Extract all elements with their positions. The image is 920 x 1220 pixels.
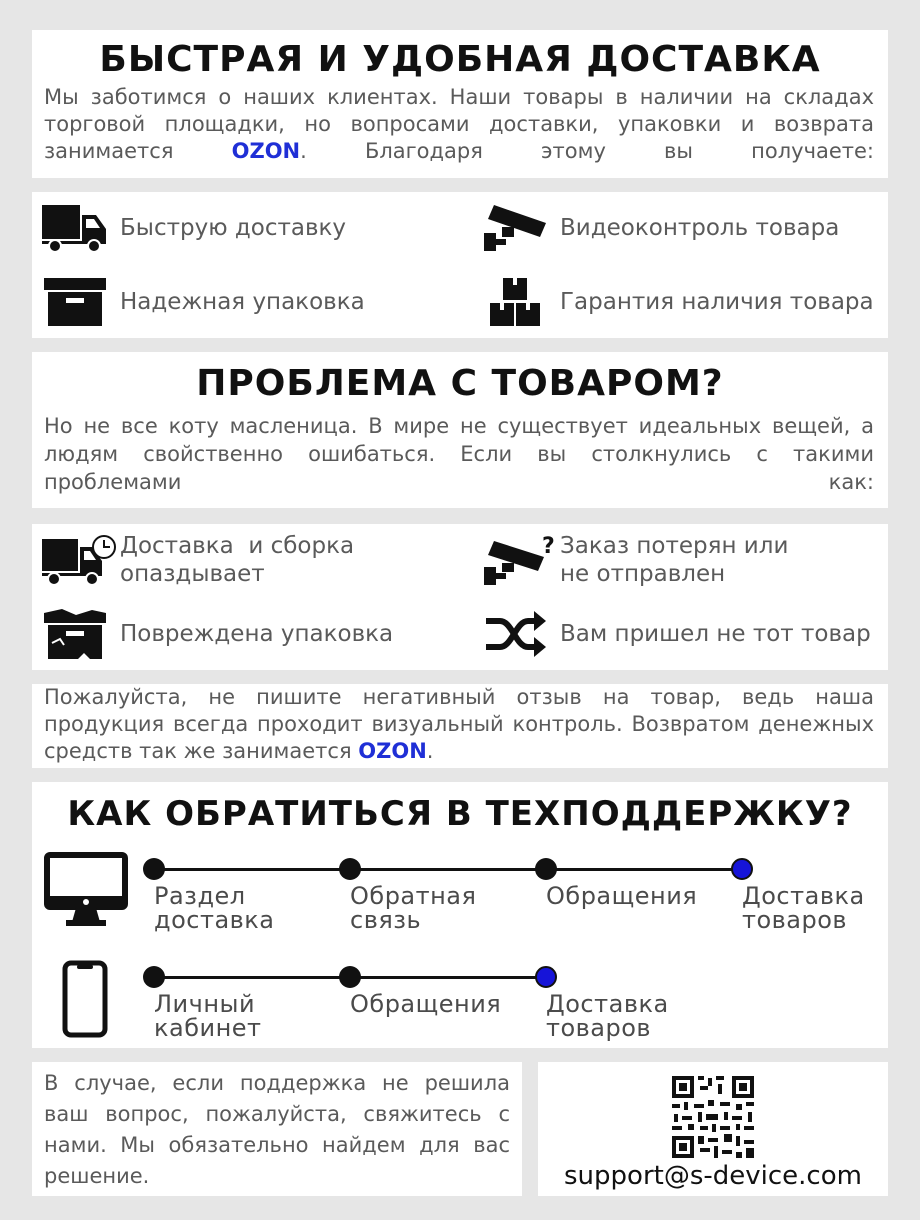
truck-clock-icon	[42, 532, 118, 588]
mobile-step: Личный кабинет	[154, 990, 262, 1042]
timeline-dot	[143, 966, 165, 988]
timeline-line	[154, 868, 742, 871]
qr-card	[538, 1062, 888, 1196]
delivery-text	[32, 80, 888, 165]
problem-lost-order	[482, 532, 788, 588]
desktop-step: Обращения	[546, 882, 698, 910]
box-icon	[42, 274, 108, 330]
problem-label: Повреждена упаковка	[120, 621, 394, 647]
problem-label-line1: Доставка и сборка	[120, 533, 355, 559]
timeline-dot	[339, 858, 361, 880]
delivery-title: БЫСТРАЯ И УДОБНАЯ ДОСТАВКА	[99, 39, 821, 80]
benefit-availability	[482, 274, 874, 330]
notice-card	[32, 684, 888, 768]
timeline-dot-final	[731, 858, 753, 880]
timeline-dot	[535, 858, 557, 880]
problem-card	[32, 352, 888, 508]
contact-text: В случае, если поддержка не решила ваш вопрос, пожалуйста, свяжитесь с нами. Мы обязательно найдем для вас решение.	[44, 1071, 510, 1188]
delivery-text-before: Мы заботимся о наших клиентах. Наши товары в наличии на складах торговой площадки, но вопросами доставки, упаковки и возврата занимается	[44, 85, 874, 163]
desktop-step: Доставка товаров	[742, 882, 865, 934]
notice-text-before: Пожалуйста, не пишите негативный отзыв на товар, ведь наша продукция всегда проходит визуальный контроль. Возвратом денежных средств так же занимается	[44, 685, 874, 763]
problem-label: Вам пришел не тот товар	[560, 621, 871, 647]
desktop-step: Обратная связь	[350, 882, 477, 934]
delivery-card	[32, 30, 888, 178]
benefit-video-control	[482, 200, 839, 256]
ozon-brand: OZON	[231, 139, 301, 163]
notice-text-after: .	[426, 739, 434, 763]
problem-label-line2: не отправлен	[560, 561, 726, 587]
support-title: КАК ОБРАТИТЬСЯ В ТЕХПОДДЕРЖКУ?	[67, 794, 853, 834]
svg-text:?: ?	[542, 534, 555, 559]
desktop-step: Раздел доставка	[154, 882, 275, 934]
desktop-timeline	[32, 854, 888, 884]
benefit-label: Надежная упаковка	[120, 289, 365, 315]
truck-icon	[42, 200, 108, 256]
shuffle-icon	[482, 606, 548, 662]
problem-damaged-package	[42, 606, 393, 662]
timeline-dot	[143, 858, 165, 880]
delivery-text-after: . Благодаря этому вы получаете:	[300, 139, 874, 163]
problem-text: Но не все коту масленица. В мире не существует идеальных вещей, а людям свойственно ошибаться. Если вы столкнулись с такими проблемами как:	[44, 414, 874, 494]
problem-label-line1: Заказ потерян или	[560, 533, 789, 559]
problem-title: ПРОБЛЕМА С ТОВАРОМ?	[196, 363, 724, 404]
benefit-label: Быструю доставку	[120, 215, 347, 241]
ozon-brand: OZON	[358, 739, 427, 763]
benefit-label: Гарантия наличия товара	[560, 289, 874, 315]
stacked-boxes-icon	[482, 274, 548, 330]
problem-wrong-item	[482, 606, 871, 662]
benefits-card	[32, 192, 888, 338]
security-camera-icon	[482, 200, 548, 256]
notice-text	[32, 684, 888, 765]
problem-label	[560, 532, 788, 588]
mobile-timeline	[32, 962, 888, 992]
problem-late-delivery	[42, 532, 354, 588]
support-card	[32, 782, 888, 1048]
contact-text-card	[32, 1062, 522, 1196]
camera-question-icon	[482, 532, 558, 588]
timeline-dot-final	[535, 966, 557, 988]
damaged-box-icon	[42, 606, 108, 662]
support-email[interactable]: support@s-device.com	[564, 1161, 862, 1191]
problem-label	[120, 532, 354, 588]
qr-code-icon	[670, 1074, 756, 1164]
mobile-step: Доставка товаров	[546, 990, 669, 1042]
problem-label-line2: опаздывает	[120, 561, 265, 587]
benefit-fast-delivery	[42, 200, 346, 256]
mobile-step: Обращения	[350, 990, 502, 1018]
problems-card	[32, 524, 888, 670]
benefit-label: Видеоконтроль товара	[560, 215, 840, 241]
benefit-packaging	[42, 274, 365, 330]
timeline-dot	[339, 966, 361, 988]
